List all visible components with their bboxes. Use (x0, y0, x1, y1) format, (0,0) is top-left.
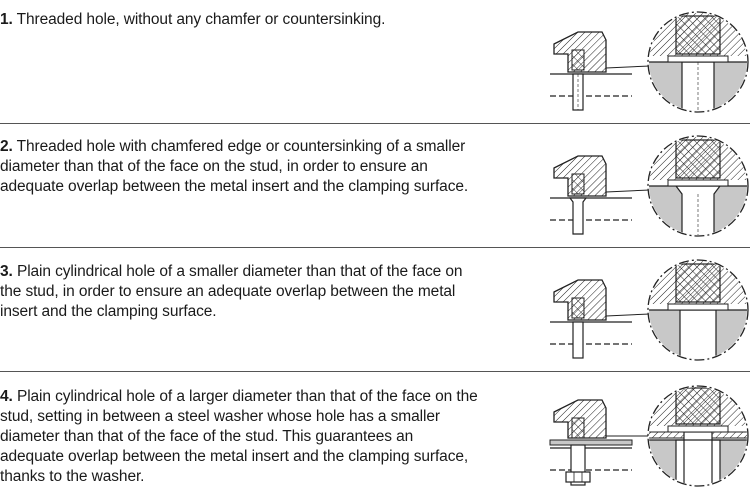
item-text-3 (0, 262, 480, 322)
item-row-1 (0, 0, 750, 124)
item-text-1 (0, 10, 480, 30)
item-description: Threaded hole with chamfered edge or countersinking of a smaller diameter than that of the face on the stud, in order to ensure an adequate overlap between the metal insert and the clamping surface. (0, 138, 469, 195)
threaded-hole-diagram (540, 6, 750, 118)
item-description: Plain cylindrical hole of a larger diameter than that of the face on the stud, setting in between a steel washer whose hole has a smaller diameter than that of the face of the stud. This guarantees an adequate overlap between the metal insert and the clamping surface, thanks to the washer. (0, 388, 478, 485)
item-text-4 (0, 387, 480, 487)
item-description: Plain cylindrical hole of a smaller diameter than that of the face on the stud, in order to ensure an adequate overlap between the metal insert and the clamping surface. (0, 263, 463, 320)
item-row-3 (0, 248, 750, 372)
item-text-2 (0, 137, 480, 197)
item-number: 1. (0, 11, 13, 28)
plain-hole-small-diagram (540, 254, 750, 366)
item-description: Threaded hole, without any chamfer or countersinking. (16, 11, 386, 28)
item-row-2 (0, 124, 750, 248)
item-row-4 (0, 372, 750, 499)
item-number: 3. (0, 263, 13, 280)
item-number: 2. (0, 138, 13, 155)
item-number: 4. (0, 388, 13, 405)
chamfered-hole-diagram (540, 130, 750, 242)
washer-hole-diagram (540, 380, 750, 494)
